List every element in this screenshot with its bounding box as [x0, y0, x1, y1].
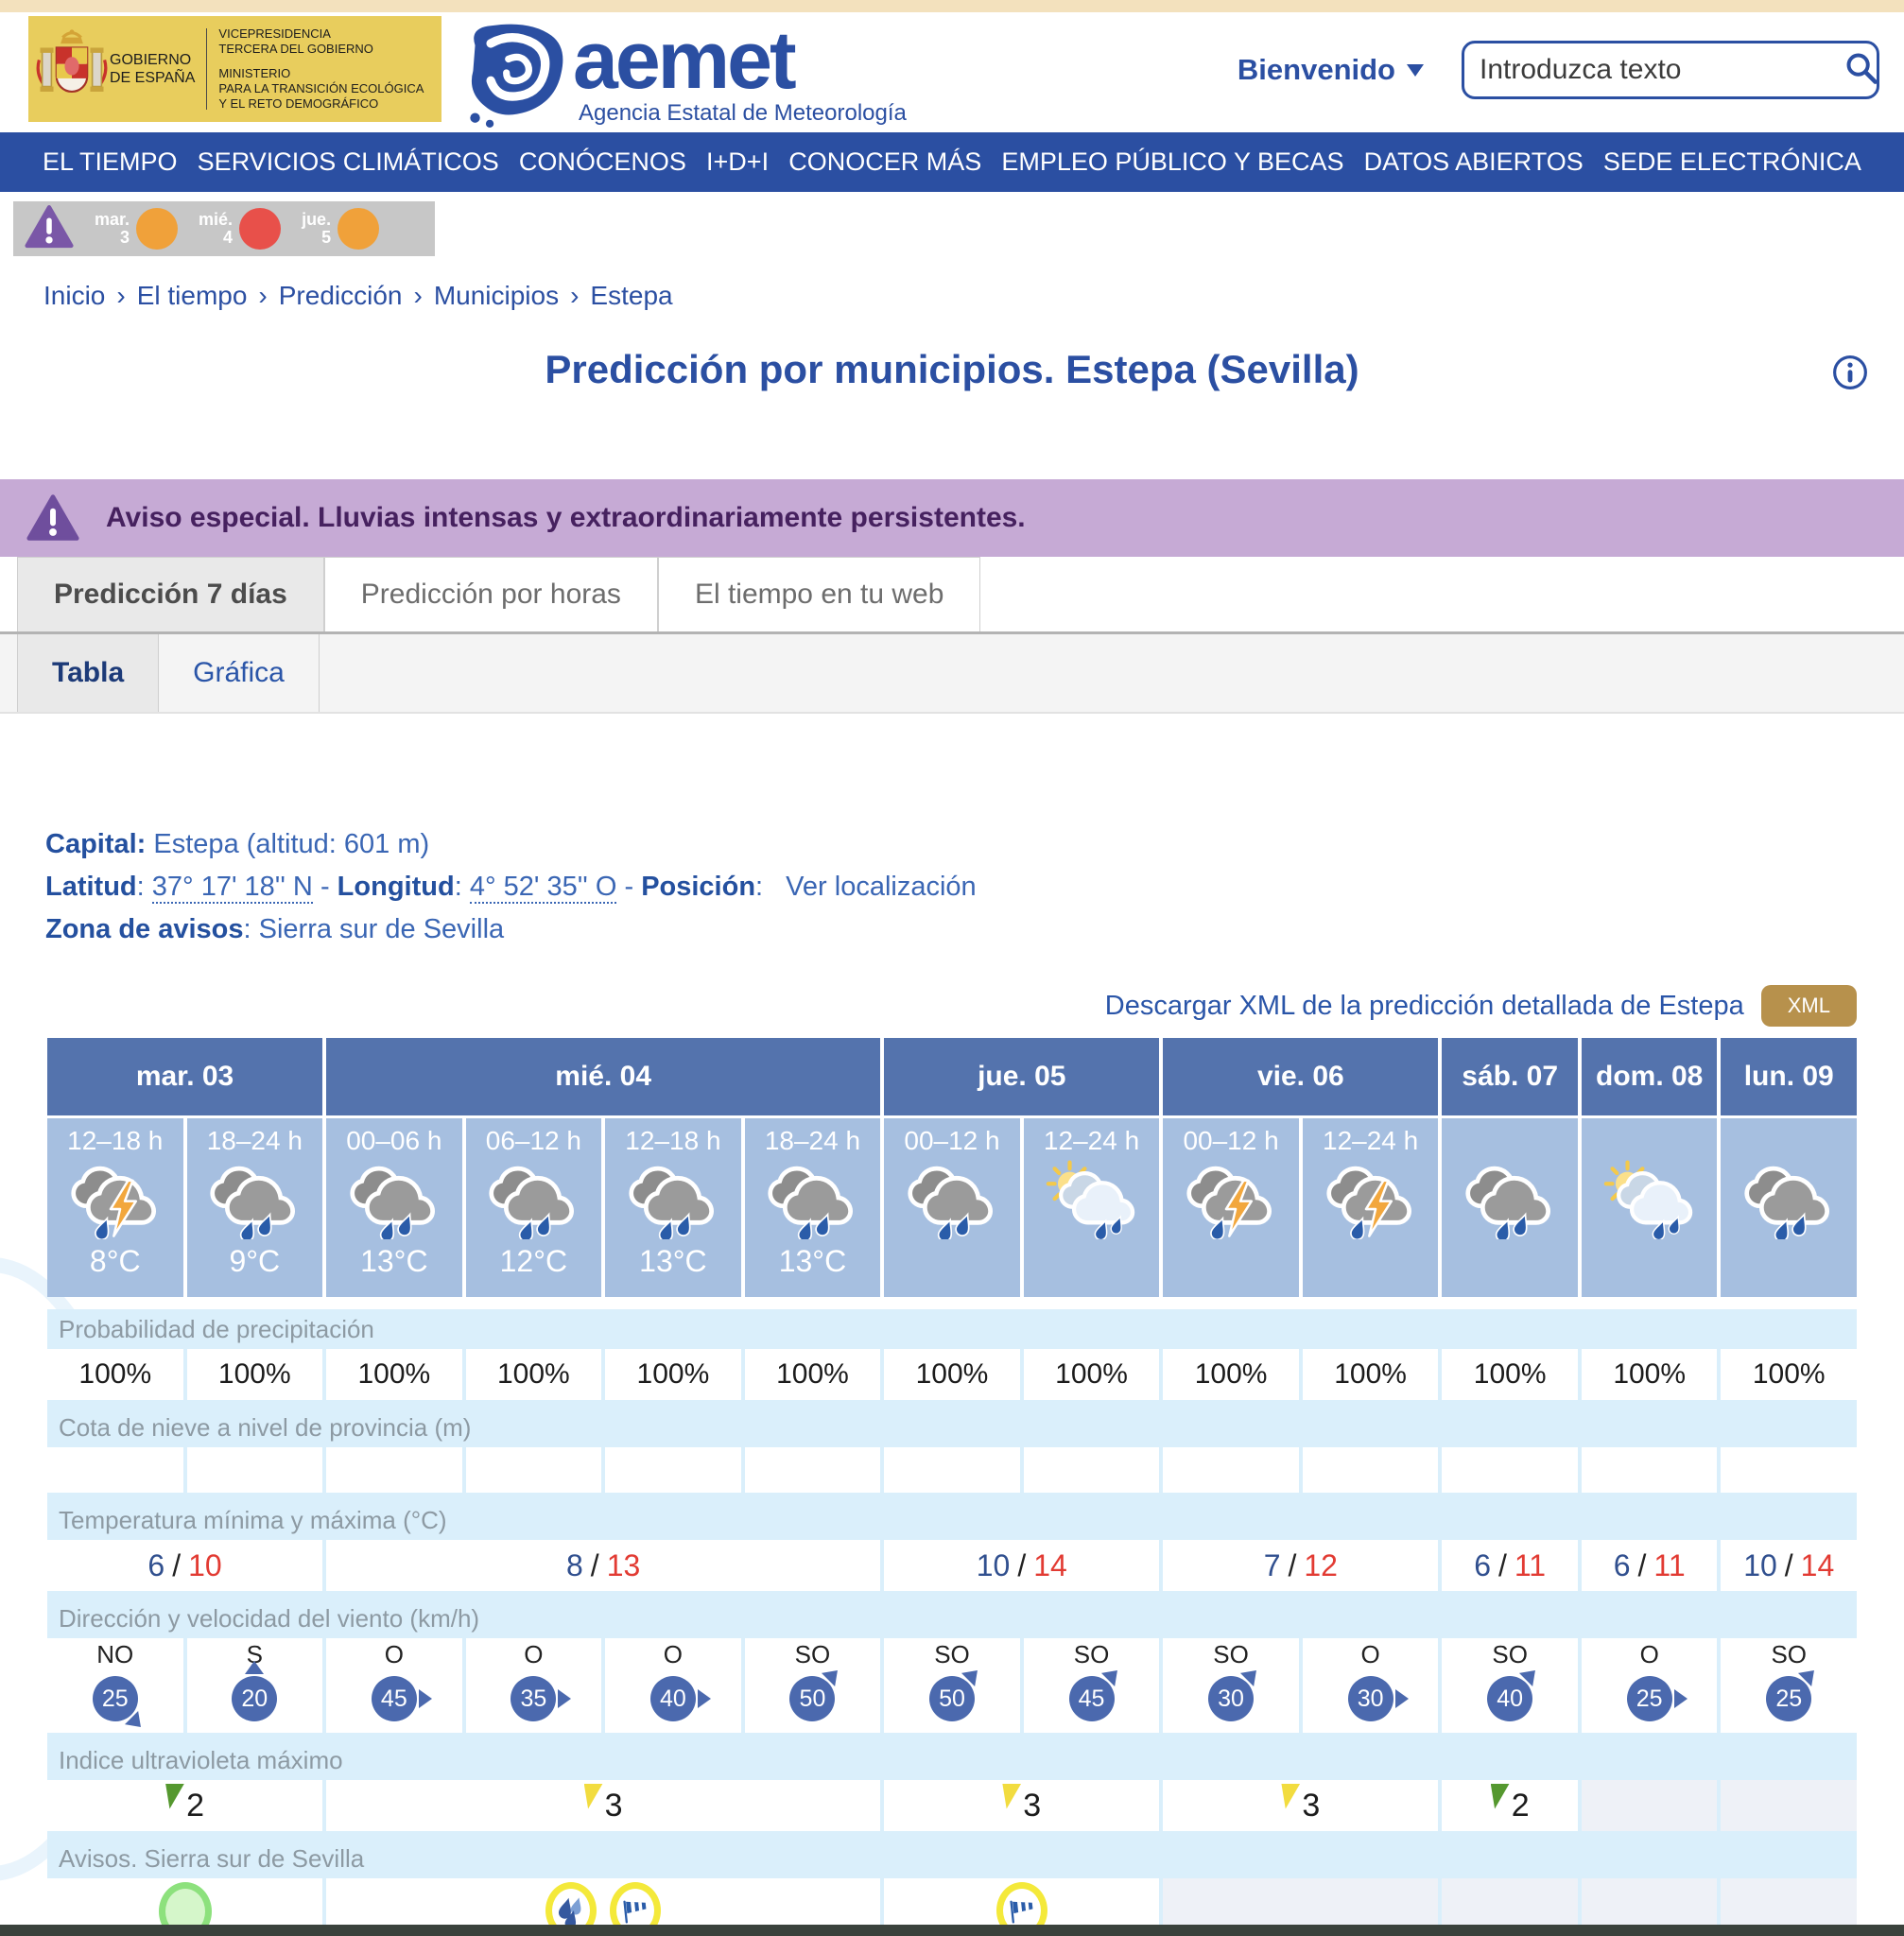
latitude-value[interactable]: 37° 17' 18'' N	[151, 872, 313, 902]
nav-item-conocer-m-s[interactable]: CONOCER MÁS	[788, 147, 982, 176]
forecast-cell	[1163, 1118, 1299, 1297]
warning-days-strip[interactable]	[13, 201, 435, 256]
wind-cell	[1582, 1638, 1718, 1733]
wind-arrow-icon	[245, 1661, 264, 1674]
snow-value	[1303, 1447, 1439, 1493]
day-header-mi-04: mié. 04	[326, 1038, 880, 1115]
wind-arrow-icon	[558, 1689, 571, 1708]
minmax-temp: 6 / 11	[1582, 1540, 1718, 1591]
max-temp: 13	[606, 1547, 641, 1582]
capital-line	[45, 823, 1904, 866]
precip-value: 100%	[1024, 1349, 1160, 1400]
rain-icon	[624, 1160, 722, 1244]
wind-direction: O	[1639, 1640, 1659, 1668]
gov-divider	[206, 28, 207, 110]
subtab-gr-fica[interactable]: Gráfica	[159, 634, 320, 712]
minmax-temp: 6 / 10	[47, 1540, 322, 1591]
breadcrumb-separator: ›	[116, 281, 126, 310]
rain-icon	[1740, 1160, 1838, 1244]
wind-direction: O	[663, 1640, 684, 1668]
view-location-link[interactable]: Ver localización	[786, 872, 977, 902]
minmax-temp: 6 / 11	[1442, 1540, 1578, 1591]
day-header-row	[47, 1038, 1857, 1115]
latitude-label: Latitud	[45, 872, 137, 902]
snow-values-row	[47, 1447, 1857, 1493]
warnings-row-label: Avisos. Sierra sur de Sevilla	[47, 1839, 1857, 1878]
day-header-s-b-07: sáb. 07	[1442, 1038, 1578, 1115]
welcome-menu[interactable]: Bienvenido	[1238, 53, 1424, 87]
nav-item-empleo-p-blico-y-becas[interactable]: EMPLEO PÚBLICO Y BECAS	[1001, 147, 1344, 176]
forecast-cell	[1582, 1118, 1718, 1297]
min-temp: 8	[566, 1547, 583, 1582]
uv-cell	[884, 1780, 1159, 1831]
rain-icon	[903, 1160, 1001, 1244]
wind-speed-value: 30	[1348, 1676, 1393, 1721]
aemet-swirl-icon	[461, 18, 569, 132]
hour-range-label: 00–12 h	[904, 1126, 1000, 1155]
zone-line: Zona de avisos: Sierra sur de Sevilla	[45, 914, 505, 944]
forecast-cell	[1303, 1118, 1439, 1297]
rain-icon	[484, 1160, 582, 1244]
search-icon[interactable]	[1844, 51, 1878, 90]
wind-direction: SO	[1213, 1640, 1249, 1668]
precip-row-label: Probabilidad de precipitación	[47, 1309, 1857, 1349]
wind-speed-value: 40	[650, 1676, 696, 1721]
wind-direction: SO	[1073, 1640, 1110, 1668]
download-xml-link[interactable]: Descargar XML de la predicción detallada de Estepa	[1104, 990, 1744, 1021]
wind-direction: S	[246, 1640, 263, 1668]
storm-icon	[1322, 1160, 1420, 1244]
gov-logo[interactable]	[28, 16, 441, 122]
wind-cell	[605, 1638, 741, 1733]
minmax-temp: 10 / 14	[884, 1540, 1159, 1591]
forecast-cell	[187, 1118, 323, 1297]
snow-value	[1582, 1447, 1718, 1493]
hour-range-label: 12–18 h	[625, 1126, 721, 1155]
tab-el-tiempo-en-tu-web[interactable]: El tiempo en tu web	[658, 557, 980, 631]
forecast-cell	[47, 1118, 183, 1297]
wind-speed-badge	[1069, 1676, 1115, 1721]
zone-value: Sierra sur de Sevilla	[258, 914, 505, 944]
longitude-value[interactable]: 4° 52' 35'' O	[469, 872, 617, 902]
breadcrumb-item-estepa[interactable]: Estepa	[590, 281, 673, 310]
minmax-temp: 10 / 14	[1721, 1540, 1857, 1591]
bottom-strip	[0, 1925, 1904, 1936]
tab-bar	[0, 557, 1904, 634]
wind-cell	[1163, 1638, 1299, 1733]
uv-cell	[1582, 1780, 1718, 1831]
uv-cell	[1163, 1780, 1438, 1831]
top-accent-strip	[0, 0, 1904, 12]
chevron-down-icon	[1407, 64, 1424, 85]
wind-cell	[187, 1638, 323, 1733]
day-header-dom-08: dom. 08	[1582, 1038, 1718, 1115]
cell-temperature: 13°C	[778, 1244, 847, 1278]
title-row	[0, 347, 1904, 400]
snow-value	[466, 1447, 602, 1493]
wind-speed-value: 40	[1487, 1676, 1532, 1721]
min-temp: 6	[147, 1547, 165, 1582]
precip-value: 100%	[1721, 1349, 1857, 1400]
warning-day[interactable]	[95, 208, 178, 250]
nav-item-servicios-clim-ticos[interactable]: SERVICIOS CLIMÁTICOS	[197, 147, 499, 176]
warning-triangle-icon	[26, 493, 79, 543]
wind-speed-badge	[1627, 1676, 1672, 1721]
xml-button[interactable]: XML	[1761, 985, 1857, 1027]
breadcrumb-item-inicio[interactable]: Inicio	[43, 281, 106, 310]
warning-day-label: jue. 5	[302, 210, 332, 247]
wind-arrow-icon	[698, 1689, 711, 1708]
hour-range-label: 00–12 h	[1183, 1126, 1279, 1155]
forecast-table	[47, 1038, 1857, 1936]
rain-icon	[1461, 1160, 1559, 1244]
wind-arrow-icon	[1674, 1689, 1688, 1708]
precip-value: 100%	[1303, 1349, 1439, 1400]
storm-icon	[66, 1160, 164, 1244]
snow-value	[605, 1447, 741, 1493]
snow-value	[1024, 1447, 1160, 1493]
breadcrumb-item-municipios[interactable]: Municipios	[433, 281, 560, 310]
wind-speed-badge	[1348, 1676, 1393, 1721]
wind-speed-value: 30	[1208, 1676, 1254, 1721]
max-temp: 12	[1304, 1547, 1338, 1582]
breadcrumb-separator: ›	[258, 281, 268, 310]
max-temp: 11	[1514, 1547, 1547, 1582]
uv-flag-icon	[1002, 1784, 1021, 1809]
coat-of-arms-icon	[36, 29, 108, 110]
uv-flag-icon	[1281, 1784, 1300, 1809]
wind-direction: O	[524, 1640, 544, 1668]
max-temp: 14	[1800, 1547, 1835, 1582]
precip-value: 100%	[884, 1349, 1020, 1400]
hour-range-label: 06–12 h	[485, 1126, 581, 1155]
wind-speed-badge	[650, 1676, 696, 1721]
info-icon[interactable]	[1832, 354, 1868, 395]
sun-rain-icon	[1043, 1160, 1141, 1244]
wind-speed-value: 25	[1627, 1676, 1672, 1721]
wind-direction: SO	[1492, 1640, 1528, 1668]
warning-level-dot	[239, 208, 281, 250]
special-warning-text: Aviso especial. Lluvias intensas y extraordinariamente persistentes.	[106, 502, 1026, 533]
subtab-tabla[interactable]: Tabla	[17, 634, 159, 712]
nav-item-el-tiempo[interactable]: EL TIEMPO	[43, 147, 178, 176]
uv-row-label: Indice ultravioleta máximo	[47, 1740, 1857, 1780]
rain-icon	[345, 1160, 443, 1244]
max-temp: 14	[1033, 1547, 1067, 1582]
precip-value: 100%	[47, 1349, 183, 1400]
uv-cell	[1721, 1780, 1857, 1831]
forecast-cell	[1442, 1118, 1578, 1297]
breadcrumb-item-el-tiempo[interactable]: El tiempo	[136, 281, 248, 310]
min-temp: 6	[1613, 1547, 1631, 1582]
forecast-cell	[884, 1118, 1020, 1297]
uv-cell	[47, 1780, 322, 1831]
hour-range-label: 12–24 h	[1043, 1126, 1140, 1155]
forecast-cell	[326, 1118, 462, 1297]
nav-item-datos-abiertos[interactable]: DATOS ABIERTOS	[1363, 147, 1584, 176]
wind-speed-badge	[789, 1676, 835, 1721]
hour-range-label: 18–24 h	[764, 1126, 861, 1155]
wind-speed-badge	[1487, 1676, 1532, 1721]
wind-cell	[326, 1638, 462, 1733]
warning-day-label: mié. 4	[199, 210, 234, 247]
wind-direction: SO	[794, 1640, 831, 1668]
warning-level-dot	[136, 208, 178, 250]
precip-value: 100%	[605, 1349, 741, 1400]
snow-row-label: Cota de nieve a nivel de provincia (m)	[47, 1408, 1857, 1447]
warning-day[interactable]	[199, 208, 281, 250]
wind-speed-value: 25	[93, 1676, 138, 1721]
breadcrumb-separator: ›	[413, 281, 423, 310]
wind-values-row	[47, 1638, 1857, 1733]
main-nav	[0, 132, 1904, 192]
wind-speed-badge	[929, 1676, 975, 1721]
rain-icon	[205, 1160, 303, 1244]
wind-cell	[47, 1638, 183, 1733]
precip-value: 100%	[326, 1349, 462, 1400]
minmax-temp: 8 / 13	[326, 1540, 880, 1591]
location-info	[45, 823, 1904, 951]
snow-value	[326, 1447, 462, 1493]
uv-flag-icon	[1491, 1784, 1510, 1809]
brand-name: aemet	[573, 15, 794, 106]
precip-value: 100%	[1442, 1349, 1578, 1400]
search-input[interactable]	[1480, 54, 1844, 86]
day-header-jue-05: jue. 05	[884, 1038, 1159, 1115]
uv-flag-icon	[584, 1784, 603, 1809]
wind-speed-badge	[511, 1676, 556, 1721]
wind-speed-value: 35	[511, 1676, 556, 1721]
nav-item-sede-electr-nica[interactable]: SEDE ELECTRÓNICA	[1602, 147, 1861, 176]
wind-speed-value: 20	[232, 1676, 277, 1721]
precip-value: 100%	[187, 1349, 323, 1400]
wind-speed-value: 45	[372, 1676, 417, 1721]
special-warning-banner	[0, 479, 1904, 557]
snow-value	[187, 1447, 323, 1493]
day-header-lun-09: lun. 09	[1721, 1038, 1857, 1115]
uv-value: 2	[1511, 1787, 1530, 1824]
precip-value: 100%	[1163, 1349, 1299, 1400]
page-title: Predicción por municipios. Estepa (Sevilla)	[545, 347, 1359, 391]
wind-speed-badge	[1208, 1676, 1254, 1721]
wind-direction: NO	[96, 1640, 134, 1668]
cell-temperature: 12°C	[499, 1244, 568, 1278]
wind-arrow-icon	[419, 1689, 432, 1708]
wind-cell	[1024, 1638, 1160, 1733]
snow-value	[1163, 1447, 1299, 1493]
view-switcher	[0, 634, 1904, 714]
cell-temperature: 8°C	[89, 1244, 141, 1278]
day-header-vie-06: vie. 06	[1163, 1038, 1438, 1115]
longitude-label: Longitud	[337, 872, 455, 902]
wind-speed-value: 50	[789, 1676, 835, 1721]
forecast-cell	[1721, 1118, 1857, 1297]
wind-cell	[466, 1638, 602, 1733]
search-box	[1462, 41, 1879, 99]
wind-direction: O	[1360, 1640, 1380, 1668]
hour-range-label: 12–18 h	[67, 1126, 164, 1155]
minmax-temp: 7 / 12	[1163, 1540, 1438, 1591]
wind-cell	[1303, 1638, 1439, 1733]
wind-speed-badge	[93, 1676, 138, 1721]
warning-level-dot	[338, 208, 379, 250]
uv-cell	[1442, 1780, 1578, 1831]
brand-subtitle: Agencia Estatal de Meteorología	[579, 100, 907, 126]
snow-value	[745, 1447, 881, 1493]
min-temp: 7	[1263, 1547, 1281, 1582]
min-temp: 10	[1743, 1547, 1777, 1582]
wind-direction: SO	[1771, 1640, 1808, 1668]
uv-cell	[326, 1780, 880, 1831]
wind-speed-value: 25	[1766, 1676, 1811, 1721]
forecast-cell	[1024, 1118, 1160, 1297]
snow-value	[47, 1447, 183, 1493]
forecast-cell	[605, 1118, 741, 1297]
gov-name: GOBIERNO DE ESPAÑA	[110, 52, 196, 86]
tab-predicci-n-7-d-as[interactable]: Predicción 7 días	[17, 557, 324, 631]
capital-label: Capital:	[45, 829, 147, 859]
max-temp: 11	[1653, 1547, 1686, 1582]
wind-cell	[884, 1638, 1020, 1733]
header	[0, 12, 1904, 132]
day-header-mar-03: mar. 03	[47, 1038, 322, 1115]
warning-triangle-icon	[25, 204, 74, 254]
min-temp: 6	[1474, 1547, 1491, 1582]
hour-range-label: 12–24 h	[1323, 1126, 1419, 1155]
rain-icon	[763, 1160, 861, 1244]
wind-speed-badge	[372, 1676, 417, 1721]
uv-value: 3	[604, 1787, 623, 1824]
min-temp: 10	[976, 1547, 1011, 1582]
wind-speed-badge	[1766, 1676, 1811, 1721]
gov-department: VICEPRESIDENCIA TERCERA DEL GOBIERNO MINISTERIO PARA LA TRANSICIÓN ECOLÓGICA Y EL RETO DEMOGRÁFICO	[218, 26, 424, 111]
wind-cell	[745, 1638, 881, 1733]
hour-range-label: 00–06 h	[346, 1126, 442, 1155]
warning-day-label: mar. 3	[95, 210, 130, 247]
nav-item-con-cenos[interactable]: CONÓCENOS	[518, 147, 686, 176]
temp-row-label: Temperatura mínima y máxima (°C)	[47, 1500, 1857, 1540]
precip-value: 100%	[466, 1349, 602, 1400]
max-temp: 10	[188, 1547, 222, 1582]
uv-value: 3	[1023, 1787, 1042, 1824]
zone-label: Zona de avisos	[45, 914, 244, 944]
storm-icon	[1182, 1160, 1280, 1244]
breadcrumb	[43, 281, 1904, 313]
cell-temperature: 9°C	[229, 1244, 281, 1278]
snow-value	[884, 1447, 1020, 1493]
position-label: Posición	[641, 872, 756, 902]
tab-predicci-n-por-horas[interactable]: Predicción por horas	[324, 557, 658, 631]
snow-value	[1442, 1447, 1578, 1493]
nav-item-i-d-i[interactable]: I+D+I	[706, 147, 770, 176]
precip-value: 100%	[1582, 1349, 1718, 1400]
wind-row-label: Dirección y velocidad del viento (km/h)	[47, 1599, 1857, 1638]
forecast-cell	[466, 1118, 602, 1297]
hour-range-label: 18–24 h	[206, 1126, 303, 1155]
wind-cell	[1721, 1638, 1857, 1733]
temp-values-row	[47, 1540, 1857, 1591]
breadcrumb-separator: ›	[570, 281, 580, 310]
aemet-logo[interactable]	[461, 15, 907, 132]
wind-speed-value: 50	[929, 1676, 975, 1721]
cell-temperature: 13°C	[639, 1244, 707, 1278]
wind-arrow-icon	[1395, 1689, 1409, 1708]
capital-value: Estepa (altitud: 601 m)	[153, 829, 430, 859]
wind-speed-badge	[232, 1676, 277, 1721]
precip-values-row	[47, 1349, 1857, 1400]
wind-direction: O	[384, 1640, 404, 1668]
uv-values-row	[47, 1780, 1857, 1831]
wind-speed-value: 45	[1069, 1676, 1115, 1721]
wind-cell	[1442, 1638, 1578, 1733]
breadcrumb-item-predicci-n[interactable]: Predicción	[278, 281, 403, 310]
download-row	[0, 985, 1857, 1027]
warning-day[interactable]	[302, 208, 379, 250]
precip-value: 100%	[745, 1349, 881, 1400]
hour-forecast-row	[47, 1118, 1857, 1297]
sun-rain-icon	[1601, 1160, 1699, 1244]
wind-direction: SO	[934, 1640, 970, 1668]
snow-value	[1721, 1447, 1857, 1493]
cell-temperature: 13°C	[360, 1244, 428, 1278]
uv-value: 3	[1302, 1787, 1321, 1824]
uv-value: 2	[186, 1787, 204, 1824]
forecast-cell	[745, 1118, 881, 1297]
coords-line: Latitud: 37° 17' 18'' N - Longitud: 4° 52' 35'' O - Posición: Ver localización	[45, 872, 977, 902]
uv-flag-icon	[165, 1784, 184, 1809]
